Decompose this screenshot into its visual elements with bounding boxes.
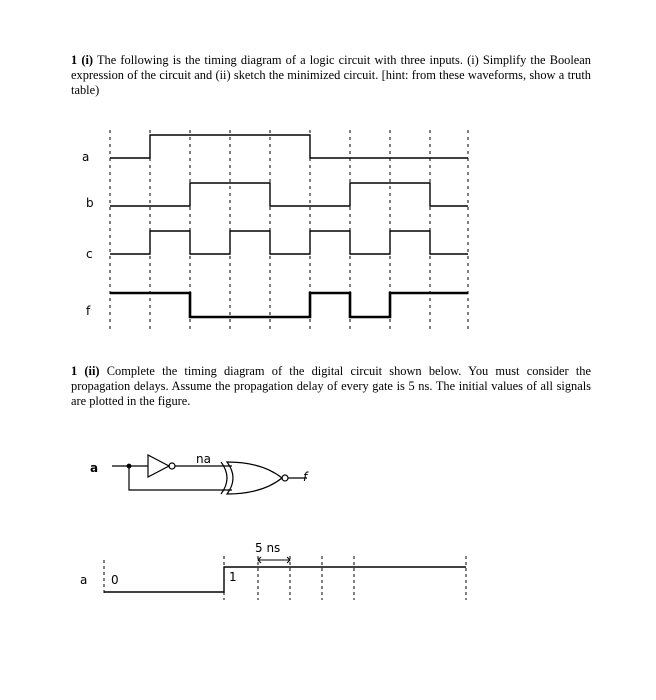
timing-2-signal-label: a	[80, 573, 88, 587]
circuit-output-label: f	[303, 470, 308, 484]
node-label-na: na	[196, 452, 211, 466]
question-1-part-i-text: The following is the timing diagram of a logic circuit with three inputs. (i) Simplify the Boolean expression of the circuit and (ii) sketch the minimized circuit. [hint: from these waveforms, show a truth table)	[71, 53, 591, 97]
xnor-gate	[227, 462, 282, 494]
waveform-f	[110, 293, 468, 317]
step-value-label: 1	[229, 570, 237, 584]
xnor-gate-extra-arc	[221, 462, 227, 494]
question-1-part-ii-text: Complete the timing diagram of the digital circuit shown below. You must consider the propagation delays. Assume the propagation delay of every gate is 5 ns. The initial values of all signals are plotted in the figure.	[71, 364, 591, 408]
delay-label: 5 ns	[255, 541, 281, 555]
signal-label-f: f	[86, 304, 91, 318]
waveform-a	[110, 135, 468, 158]
question-1-part-i-number: 1 (i)	[71, 53, 94, 67]
timing-diagram-1	[110, 130, 468, 330]
question-1-part-ii-number: 1 (ii)	[71, 364, 100, 378]
initial-value-label: 0	[111, 573, 119, 587]
circuit-input-label: a	[90, 461, 99, 475]
waveform-b	[110, 183, 468, 206]
waveform-c	[110, 231, 468, 254]
timing-1-guides	[110, 130, 468, 330]
timing-diagram-2	[80, 541, 466, 600]
signal-a-waveform	[104, 567, 466, 592]
timing-1-waveforms	[110, 135, 468, 317]
question-1-part-ii	[71, 364, 591, 409]
signal-label-b: b	[86, 196, 94, 210]
signal-label-c: c	[86, 247, 93, 261]
timing-1-labels	[82, 150, 94, 318]
circuit-diagram	[90, 452, 309, 494]
not-gate	[148, 455, 169, 477]
timing-2-guides	[104, 556, 466, 600]
signal-label-a: a	[82, 150, 90, 164]
branch-wire	[129, 466, 232, 490]
